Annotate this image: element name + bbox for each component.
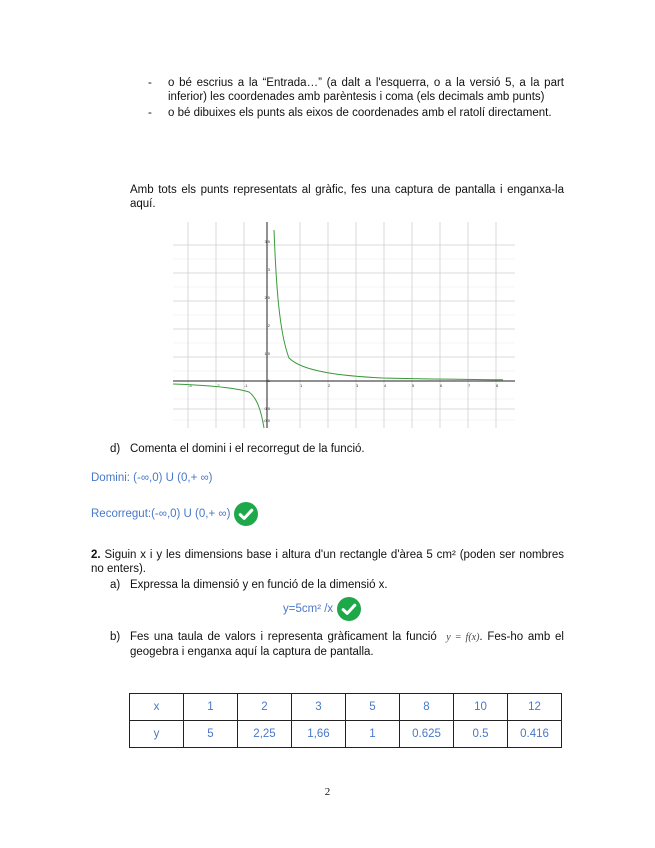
item-text: Expressa la dimensió y en funció de la dimensió x. xyxy=(130,579,388,591)
item-d xyxy=(110,442,564,456)
minor-grid xyxy=(173,259,515,420)
x-tick-labels xyxy=(188,383,499,388)
x-tick-label: 8 xyxy=(496,383,499,388)
x-tick-label: 4 xyxy=(384,383,387,388)
answer-a-row xyxy=(283,597,361,621)
x-tick-label: -1 xyxy=(244,383,248,388)
y-tick-label: 1.5 xyxy=(264,351,270,356)
item-letter: a) xyxy=(110,579,121,591)
major-grid xyxy=(173,222,515,428)
y-tick-label: 2.5 xyxy=(264,295,270,300)
table-cell: 12 xyxy=(508,694,562,721)
item-b xyxy=(110,630,564,659)
page-number: 2 xyxy=(324,786,331,798)
table-cell: 1,66 xyxy=(292,721,346,748)
bullet-marker: - xyxy=(148,77,152,89)
table-cell: 1 xyxy=(346,721,400,748)
function-graph xyxy=(173,222,515,428)
x-tick-label: -2 xyxy=(216,383,220,388)
bullet-text: o bé escrius a la “Entrada…” (a dalt a l'esquerra, o a la versió 5, a la part inferior) les coordenades amb parèntesis i coma (els decimals amb punts) xyxy=(168,77,564,104)
x-tick-label: 6 xyxy=(440,383,443,388)
table-cell: 8 xyxy=(400,694,454,721)
table-cell: x xyxy=(130,694,184,721)
item-text: Fes una taula de valors i representa gràficament la funció xyxy=(130,631,437,643)
bullet-list xyxy=(148,76,564,123)
y-tick-label: 3.5 xyxy=(264,239,270,244)
table-cell: 0.5 xyxy=(454,721,508,748)
bullet-marker: - xyxy=(148,107,152,120)
curve-left-branch xyxy=(173,384,264,428)
bullet-item xyxy=(148,76,564,104)
exercise-text: Siguin x i y les dimensions base i altura d'un rectangle d'àrea 5 cm² (poden ser nombres no enters). xyxy=(91,549,564,576)
y-tick-label: 1 xyxy=(267,378,270,383)
table-cell: 0.625 xyxy=(400,721,454,748)
item-letter: d) xyxy=(110,443,121,455)
x-tick-label: 5 xyxy=(412,383,415,388)
item-text: Comenta el domini i el recorregut de la funció. xyxy=(130,443,365,455)
recorregut-row xyxy=(91,502,258,526)
formula: y = f(x) xyxy=(446,632,480,643)
x-tick-label: 7 xyxy=(468,383,471,388)
item-letter: b) xyxy=(110,631,121,643)
axes xyxy=(173,222,515,428)
bullet-item xyxy=(148,106,564,120)
y-tick-label: 0.5 xyxy=(264,406,270,411)
table-cell: 10 xyxy=(454,694,508,721)
table-cell: 1 xyxy=(184,694,238,721)
item-text: . Fes-ho amb el geogebra i enganxa aquí la captura de pantalla. xyxy=(130,631,564,659)
exercise-number: 2. xyxy=(91,549,101,561)
table-row-y xyxy=(130,721,562,748)
exercise-2 xyxy=(91,548,564,576)
table-cell: 5 xyxy=(184,721,238,748)
table-cell: 3 xyxy=(292,694,346,721)
x-tick-label: 2 xyxy=(328,383,331,388)
x-tick-label: 3 xyxy=(356,383,359,388)
item-b-body xyxy=(130,630,564,659)
x-tick-label: 1 xyxy=(300,383,303,388)
values-table xyxy=(129,693,562,748)
domini-answer: Domini: (-∞,0) U (0,+ ∞) xyxy=(91,472,213,484)
x-tick-label: -3 xyxy=(188,383,192,388)
table-cell: 2,25 xyxy=(238,721,292,748)
item-a xyxy=(110,578,564,592)
recorregut-answer: Recorregut:(-∞,0) U (0,+ ∞) xyxy=(91,507,231,520)
table-row-x xyxy=(130,694,562,721)
y-tick-label: 2 xyxy=(267,323,270,328)
y-tick-label: 3 xyxy=(267,267,270,272)
table-cell: y xyxy=(130,721,184,748)
table-cell: 2 xyxy=(238,694,292,721)
check-icon xyxy=(337,597,361,621)
bullet-text: o bé dibuixes els punts als eixos de coordenades amb el ratolí directament. xyxy=(168,107,552,120)
table-cell: 0.416 xyxy=(508,721,562,748)
y-tick-label: -0.5 xyxy=(263,418,270,423)
intro-paragraph: Amb tots els punts representats al gràfic, fes una captura de pantalla i enganxa-la aquí. xyxy=(130,184,564,211)
answer-a: y=5cm² /x xyxy=(283,602,334,615)
table-cell: 5 xyxy=(346,694,400,721)
check-icon xyxy=(234,502,258,526)
